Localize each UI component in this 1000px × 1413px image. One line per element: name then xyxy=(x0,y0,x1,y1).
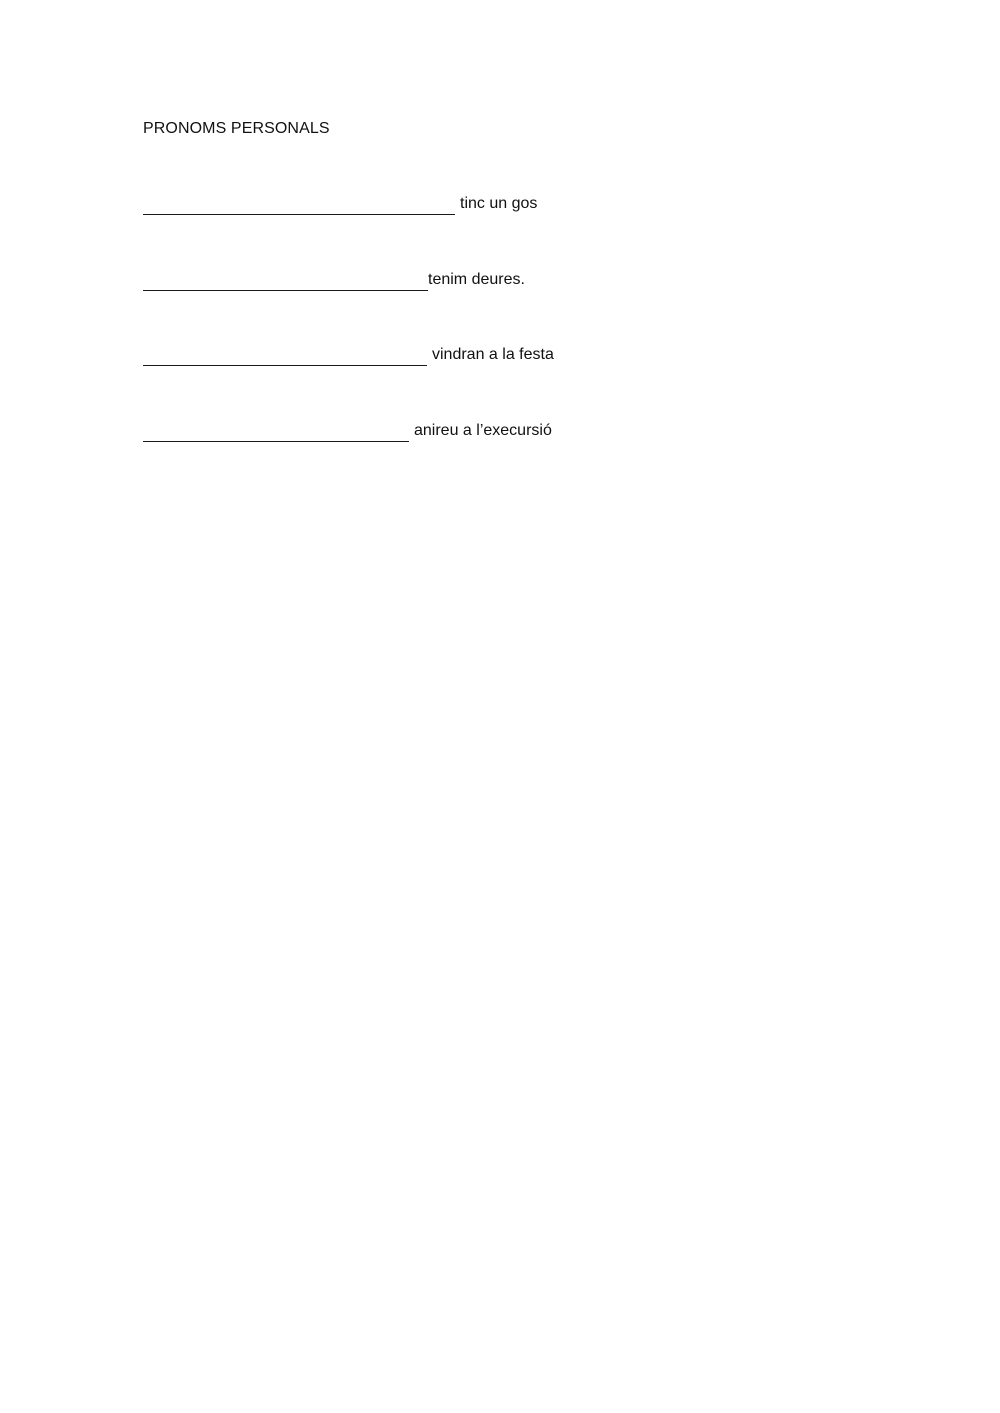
sentence-text: anireu a l’execursió xyxy=(414,422,552,439)
answer-blank[interactable] xyxy=(143,269,428,291)
sentence-text: tenim deures. xyxy=(428,271,525,288)
sentence-text: vindran a la festa xyxy=(432,346,554,363)
answer-blank[interactable] xyxy=(143,420,409,442)
exercise-line xyxy=(143,420,552,442)
exercise-line xyxy=(143,344,554,366)
sentence-text: tinc un gos xyxy=(460,195,538,212)
answer-blank[interactable] xyxy=(143,193,455,215)
exercise-line xyxy=(143,193,537,215)
page-title: PRONOMS PERSONALS xyxy=(143,120,330,137)
answer-blank[interactable] xyxy=(143,344,427,366)
exercise-line xyxy=(143,269,525,291)
